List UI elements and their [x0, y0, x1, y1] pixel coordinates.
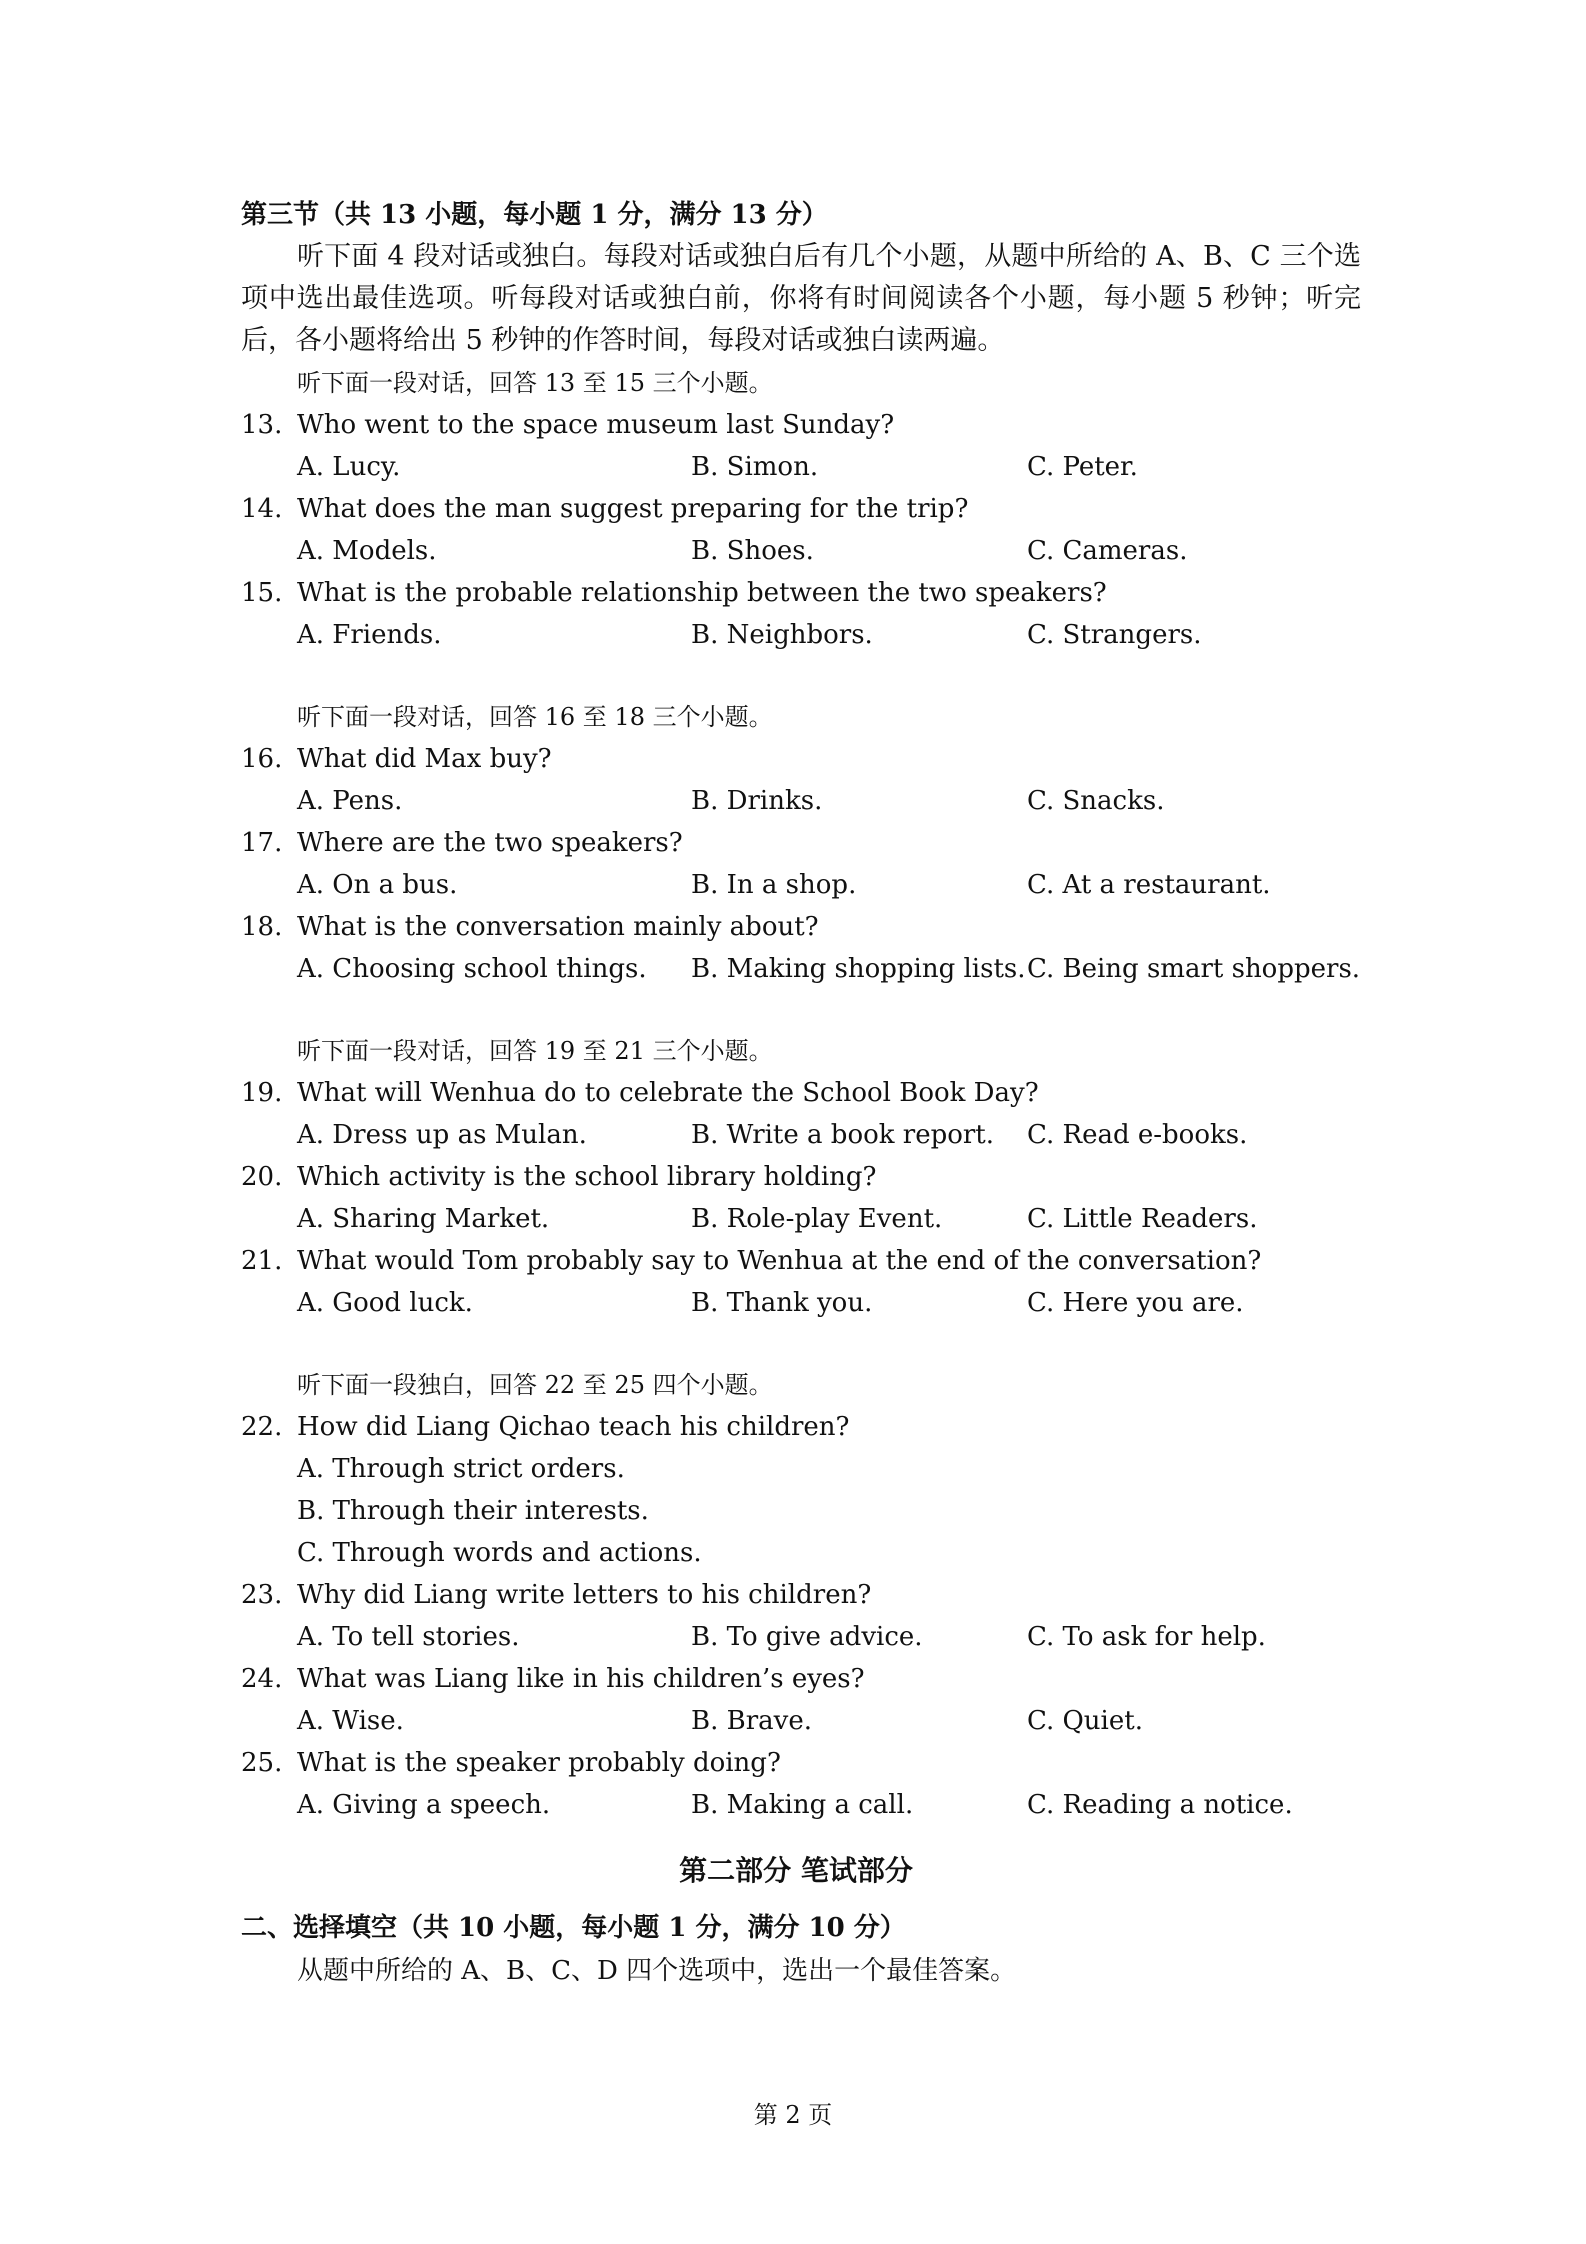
answer-option: B. Brave.: [691, 1706, 813, 1736]
question-row: [241, 738, 1361, 780]
answer-option: A. On a bus.: [297, 870, 458, 900]
options-row: [241, 1114, 1361, 1156]
answer-option: A. Friends.: [297, 620, 442, 650]
question-stem: What would Tom probably say to Wenhua at the end of the conversation?: [297, 1246, 1262, 1276]
answer-option: B. Drinks.: [691, 786, 823, 816]
answer-option: C. At a restaurant.: [1027, 870, 1271, 900]
part2-title: 第二部分 笔试部分: [679, 1854, 913, 1887]
group-heading: 听下面一段对话，回答 13 至 15 三个小题。: [297, 369, 773, 397]
answer-option: A. To tell stories.: [297, 1622, 520, 1652]
section2-instruction: 从题中所给的 A、B、C、D 四个选项中，选出一个最佳答案。: [297, 1956, 1017, 1986]
question-number: 18.: [241, 912, 283, 942]
answer-option: A. Dress up as Mulan.: [297, 1120, 587, 1150]
question-number: 19.: [241, 1078, 283, 1108]
answer-option: C. Through words and actions.: [297, 1538, 702, 1568]
question-stem: What was Liang like in his children’s eyes?: [297, 1664, 865, 1694]
answer-option: B. Simon.: [691, 452, 819, 482]
answer-option: C. Read e-books.: [1027, 1120, 1248, 1150]
question-row: [241, 906, 1361, 948]
answer-option: A. Through strict orders.: [297, 1454, 625, 1484]
question-row: [241, 1240, 1361, 1282]
options-row: [241, 446, 1361, 488]
group-heading: 听下面一段对话，回答 16 至 18 三个小题。: [297, 703, 773, 731]
options-row: [241, 1700, 1361, 1742]
answer-option: C. Here you are.: [1027, 1288, 1244, 1318]
question-number: 24.: [241, 1664, 283, 1694]
question-stem: What did Max buy?: [297, 744, 552, 774]
question-number: 21.: [241, 1246, 283, 1276]
answer-option: C. Little Readers.: [1027, 1204, 1258, 1234]
question-stem: How did Liang Qichao teach his children?: [297, 1412, 850, 1442]
page-content: [241, 194, 1361, 1992]
section3-title: 第三节（共 13 小题，每小题 1 分，满分 13 分）: [241, 200, 828, 230]
options-row: [241, 614, 1361, 656]
answer-option: B. Making shopping lists.: [691, 954, 1026, 984]
question-number: 22.: [241, 1412, 283, 1442]
question-number: 13.: [241, 410, 283, 440]
answer-option: B. Shoes.: [691, 536, 814, 566]
answer-option: B. In a shop.: [691, 870, 857, 900]
question-stem: Which activity is the school library holding?: [297, 1162, 877, 1192]
question-row: [241, 572, 1361, 614]
section2-title: 二、选择填空（共 10 小题，每小题 1 分，满分 10 分）: [241, 1913, 906, 1943]
answer-option: B. Role-play Event.: [691, 1204, 943, 1234]
answer-option: C. To ask for help.: [1027, 1622, 1266, 1652]
answer-option: A. Models.: [297, 536, 437, 566]
answer-option: B. Write a book report.: [691, 1120, 995, 1150]
answer-option: C. Strangers.: [1027, 620, 1202, 650]
question-row: [241, 404, 1361, 446]
answer-option: C. Snacks.: [1027, 786, 1165, 816]
question-stem: Who went to the space museum last Sunday?: [297, 410, 895, 440]
section3-instructions: 听下面 4 段对话或独白。每段对话或独白后有几个小题，从题中所给的 A、B、C 三个选项中选出最佳选项。听每段对话或独白前，你将有时间阅读各个小题，每小题 5 秒钟；听完后，各小题将给出 5 秒钟的作答时间，每段对话或独白读两遍。: [241, 241, 1361, 356]
answer-option: B. To give advice.: [691, 1622, 923, 1652]
question-number: 25.: [241, 1748, 283, 1778]
options-row: [241, 530, 1361, 572]
options-row: [241, 780, 1361, 822]
answer-option: A. Lucy.: [297, 452, 401, 482]
answer-option: C. Being smart shoppers.: [1027, 954, 1361, 984]
question-number: 20.: [241, 1162, 283, 1192]
answer-option: A. Pens.: [297, 786, 403, 816]
options-row: [241, 1784, 1361, 1826]
question-stem: What does the man suggest preparing for the trip?: [297, 494, 969, 524]
question-row: [241, 1072, 1361, 1114]
question-stem: Why did Liang write letters to his children?: [297, 1580, 872, 1610]
options-row: [241, 1198, 1361, 1240]
question-row: [241, 1156, 1361, 1198]
options-row: [241, 1616, 1361, 1658]
answer-option: C. Reading a notice.: [1027, 1790, 1293, 1820]
question-row: [241, 1406, 1361, 1448]
answer-option: B. Making a call.: [691, 1790, 914, 1820]
answer-option: B. Thank you.: [691, 1288, 873, 1318]
question-row: [241, 1574, 1361, 1616]
page-number: 第 2 页: [753, 2101, 833, 2129]
answer-option: C. Peter.: [1027, 452, 1138, 482]
options-row: [241, 948, 1361, 990]
answer-option: A. Good luck.: [297, 1288, 473, 1318]
group-heading: 听下面一段对话，回答 19 至 21 三个小题。: [297, 1037, 773, 1065]
question-stem: Where are the two speakers?: [297, 828, 683, 858]
answer-option: B. Through their interests.: [297, 1496, 649, 1526]
answer-option: A. Giving a speech.: [297, 1790, 551, 1820]
question-stem: What will Wenhua do to celebrate the School Book Day?: [297, 1078, 1039, 1108]
group-spacer: [241, 1324, 1361, 1364]
group-spacer: [241, 656, 1361, 696]
question-stem: What is the conversation mainly about?: [297, 912, 819, 942]
question-number: 15.: [241, 578, 283, 608]
answer-option: A. Choosing school things.: [297, 954, 647, 984]
question-row: [241, 1742, 1361, 1784]
question-number: 14.: [241, 494, 283, 524]
answer-option: C. Quiet.: [1027, 1706, 1143, 1736]
question-row: [241, 488, 1361, 530]
answer-option: C. Cameras.: [1027, 536, 1188, 566]
answer-option: B. Neighbors.: [691, 620, 873, 650]
options-row: [241, 864, 1361, 906]
answer-option: A. Sharing Market.: [297, 1204, 550, 1234]
question-stem: What is the speaker probably doing?: [297, 1748, 781, 1778]
question-number: 17.: [241, 828, 283, 858]
question-groups: [241, 362, 1361, 1826]
question-row: [241, 822, 1361, 864]
question-number: 23.: [241, 1580, 283, 1610]
group-heading: 听下面一段独白，回答 22 至 25 四个小题。: [297, 1371, 773, 1399]
group-spacer: [241, 990, 1361, 1030]
question-row: [241, 1658, 1361, 1700]
question-stem: What is the probable relationship between the two speakers?: [297, 578, 1107, 608]
options-row: [241, 1282, 1361, 1324]
question-number: 16.: [241, 744, 283, 774]
answer-option: A. Wise.: [297, 1706, 404, 1736]
